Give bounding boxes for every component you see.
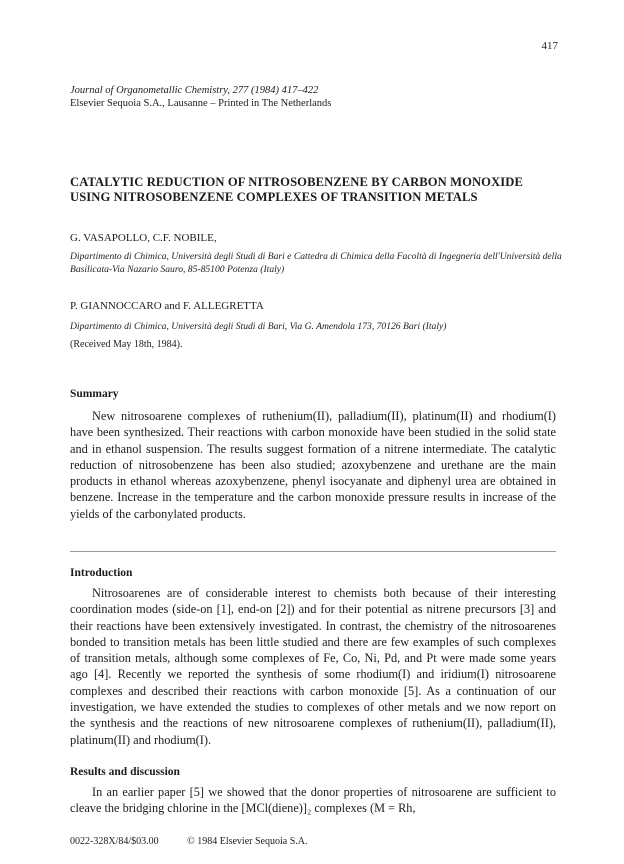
footer-copyright: © 1984 Elsevier Sequoia S.A.	[187, 836, 308, 847]
title-line-2: USING NITROSOBENZENE COMPLEXES OF TRANSITION METALS	[70, 190, 478, 204]
affiliation-group-1: Dipartimento di Chimica, Università degli Studi di Bari e Cattedra di Chimica della Facoltà di Ingegneria dell'Università della Basilicata-Via Nazario Sauro, 85-85100 Potenza (Italy)	[70, 251, 562, 275]
journal-publisher: Elsevier Sequoia S.A., Lausanne – Printed in The Netherlands	[70, 98, 332, 109]
authors-group-2: P. GIANNOCCARO and F. ALLEGRETTA	[70, 300, 264, 312]
received-date: (Received May 18th, 1984).	[70, 339, 183, 350]
introduction-text: Nitrosoarenes are of considerable interest to chemists both because of their interesting coordination modes (side-on [1], end-on [2]) and for their potential as nitrene precursors [3] and their reactions have been extensively investigated. In contrast, the chemistry of the nitrosoarenes bonded to transition metals has been little studied and there are few examples of such complexes of transition metals, although some complexes of Fe, Co, Ni, Pd, and Pt were made some years ago [4]. Recently we reported the synthesis of some rhodium(I) and iridium(I) nitrosoarene complexes and described their reactions with carbon monoxide [5]. As a continuation of our investigation, we have extended the studies to complexes of other metals and we now report on the synthesis and the reactions of new nitrosoarene complexes of ruthenium(II), palladium(II), platinum(II) and rhodium(I).	[70, 586, 556, 747]
results-text: In an earlier paper [5] we showed that the donor properties of nitrosoarene are sufficient to cleave the bridging chlorine in the [MCl(diene)]₂ complexes (M = Rh,	[70, 785, 556, 816]
summary-heading: Summary	[70, 388, 119, 400]
introduction-heading: Introduction	[70, 567, 133, 579]
section-divider	[70, 551, 556, 552]
title-line-1: CATALYTIC REDUCTION OF NITROSOBENZENE BY CARBON MONOXIDE	[70, 175, 523, 189]
results-heading: Results and discussion	[70, 766, 180, 778]
summary-paragraph	[70, 408, 556, 522]
summary-text: New nitrosoarene complexes of ruthenium(II), palladium(II), platinum(II) and rhodium(I) have been synthesized. Their reactions with carbon monoxide have been studied in the solid state and in ethanol suspension. The results suggest formation of a nitrene intermediate. The catalytic reduction of nitrosobenzene has been also studied; azoxybenzene and urethane are the main products in ethanol whereas azoxybenzene, phenyl isocyanate and diphenyl urea are obtained in benzene. Increase in the temperature and the carbon monoxide pressure results in increase of the yields of the carbonylated products.	[70, 409, 556, 521]
introduction-paragraph	[70, 585, 556, 748]
results-paragraph	[70, 784, 556, 817]
journal-citation: Journal of Organometallic Chemistry, 277 (1984) 417–422	[70, 85, 319, 96]
page-footer	[70, 836, 307, 847]
affiliation-group-2: Dipartimento di Chimica, Università degli Studi di Bari, Via G. Amendola 173, 70126 Bari (Italy)	[70, 321, 447, 332]
journal-header	[70, 84, 331, 110]
authors-group-1: G. VASAPOLLO, C.F. NOBILE,	[70, 232, 217, 244]
page-number: 417	[541, 40, 558, 52]
footer-code: 0022-328X/84/$03.00	[70, 836, 159, 847]
article-title	[70, 175, 570, 205]
